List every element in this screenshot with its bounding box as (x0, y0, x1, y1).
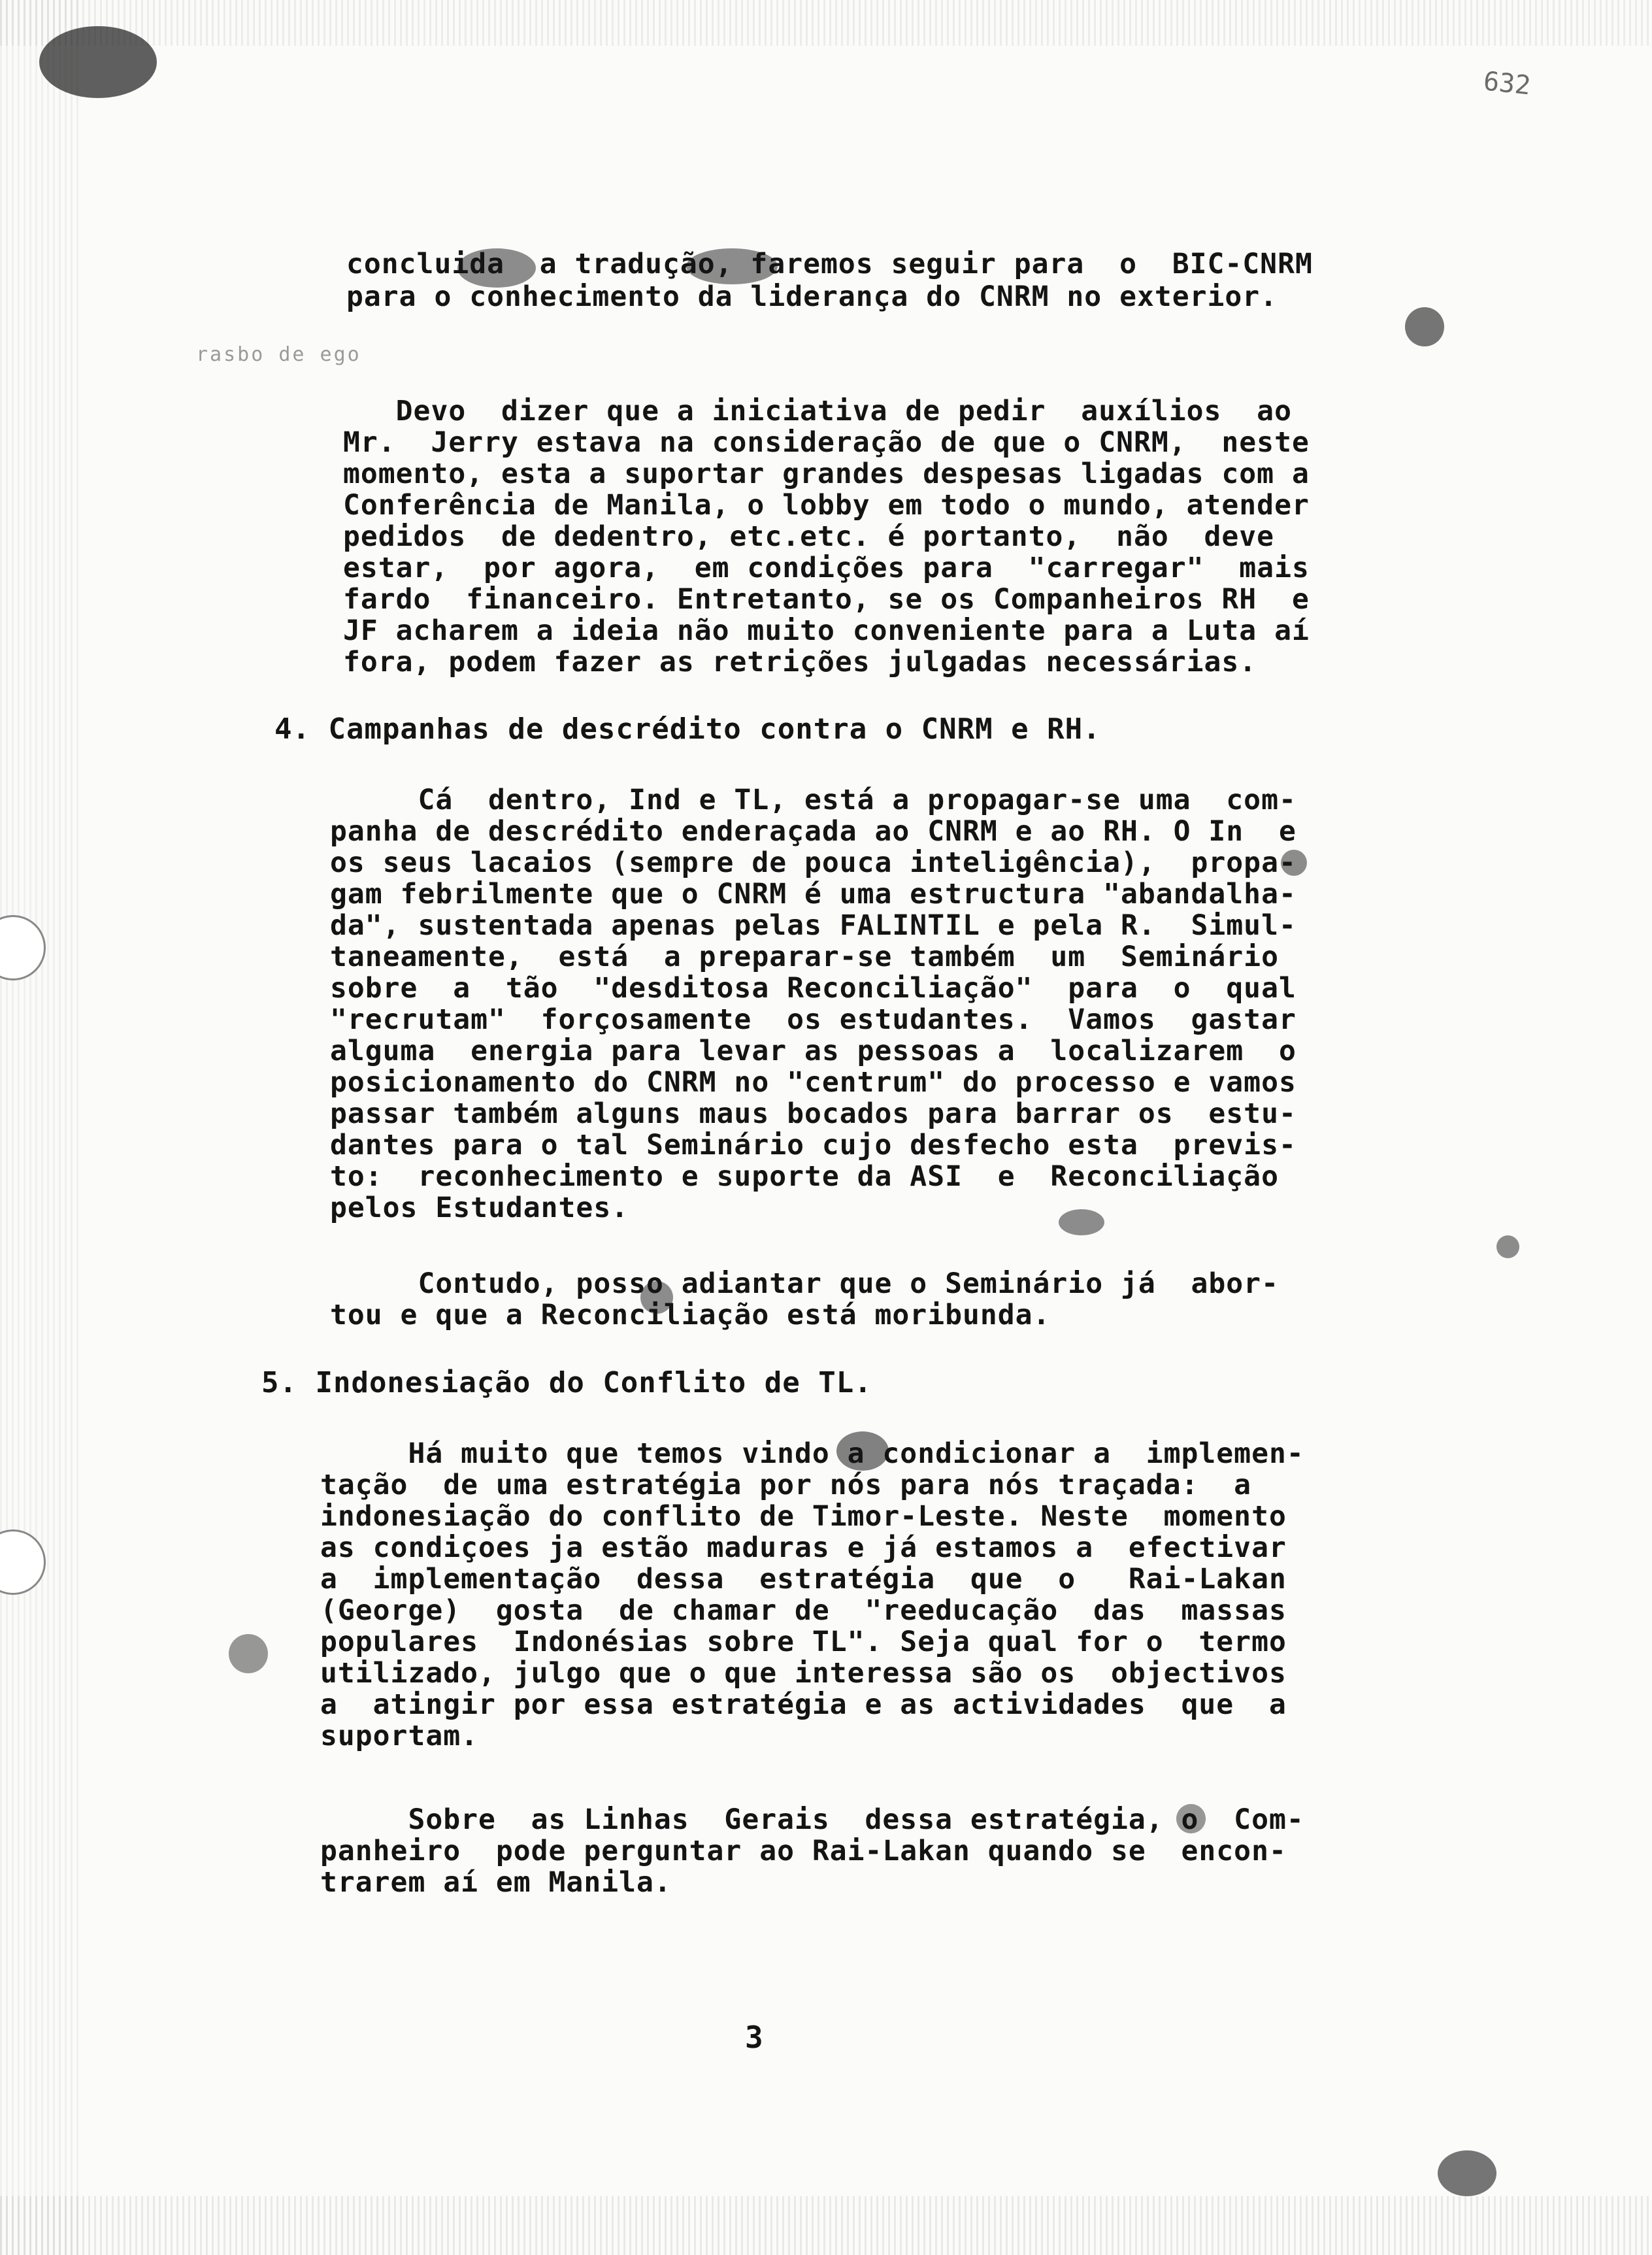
section-4-line: dantes para o tal Seminário cujo desfecho esta previs- (330, 1129, 1297, 1161)
section-5-heading: 5. Indonesiação do Conflito de TL. (261, 1366, 872, 1399)
para2-line: fora, podem fazer as retrições julgadas necessárias. (343, 646, 1257, 678)
section-4-line: "recrutam" forçosamente os estudantes. Vamos gastar (330, 1003, 1297, 1036)
section-5-closing-line: Sobre as Linhas Gerais dessa estratégia, o Com- (320, 1803, 1304, 1836)
section-5-line: (George) gosta de chamar de "reeducação das massas (320, 1594, 1287, 1627)
para2-line: Mr. Jerry estava na consideração de que o CNRM, neste (343, 426, 1310, 459)
section-5-line: a atingir por essa estratégia e as actividades que a (320, 1688, 1287, 1721)
section-4-line: passar também alguns maus bocados para barrar os estu- (330, 1097, 1297, 1130)
section-4-line: gam febrilmente que o CNRM é uma estructura "abandalha- (330, 878, 1297, 910)
para1-line: para o conhecimento da liderança do CNRM no exterior. (346, 280, 1278, 313)
para2-line: JF acharem a ideia não muito conveniente para a Luta aí (343, 614, 1310, 647)
section-5-line: tação de uma estratégia por nós para nós traçada: a (320, 1469, 1252, 1501)
section-4-line: taneamente, está a preparar-se também um Seminário (330, 941, 1279, 973)
section-5-line: utilizado, julgo que o que interessa são os objectivos (320, 1657, 1287, 1690)
section-5-closing-line: panheiro pode perguntar ao Rai-Lakan quando se encon- (320, 1835, 1287, 1867)
section-4-line: pelos Estudantes. (330, 1192, 629, 1224)
page-mark-handwritten: 632 (1481, 66, 1532, 101)
para2-line: pedidos de dedentro, etc.etc. é portanto, não deve (343, 520, 1275, 553)
para2-line: Conferência de Manila, o lobby em todo o mundo, atender (343, 489, 1310, 522)
para2-line: estar, por agora, em condições para "carregar" mais (343, 552, 1310, 584)
section-4-line: to: reconhecimento e suporte da ASI e Reconciliação (330, 1160, 1279, 1193)
section-5-line: a implementação dessa estratégia que o Rai-Lakan (320, 1563, 1287, 1595)
section-5-line: Há muito que temos vindo a condicionar a implemen- (320, 1437, 1304, 1470)
section-5-closing-line: trarem aí em Manila. (320, 1866, 672, 1899)
section-4-line: panha de descrédito enderaçada ao CNRM e ao RH. O In e (330, 815, 1297, 848)
section-4-line: sobre a tão "desditosa Reconciliação" para o qual (330, 972, 1297, 1005)
para1-line: concluida a tradução, faremos seguir para o BIC-CNRM (346, 248, 1313, 280)
section-5-line: indonesiação do conflito de Timor-Leste. Neste momento (320, 1500, 1287, 1533)
para2-line: Devo dizer que a iniciativa de pedir auxílios ao (343, 395, 1292, 427)
section-4-line: posicionamento do CNRM no "centrum" do processo e vamos (330, 1066, 1297, 1099)
faded-fragment: rasbo de ego (196, 343, 361, 366)
section-4-line: os seus lacaios (sempre de pouca inteligência), propa- (330, 846, 1297, 879)
section-4-closing-line: tou e que a Reconciliação está moribunda. (330, 1299, 1051, 1331)
para2-line: fardo financeiro. Entretanto, se os Companheiros RH e (343, 583, 1310, 616)
para2-line: momento, esta a suportar grandes despesas ligadas com a (343, 458, 1310, 490)
section-4-line: Cá dentro, Ind e TL, está a propagar-se uma com- (330, 784, 1297, 816)
section-4-line: da", sustentada apenas pelas FALINTIL e pela R. Simul- (330, 909, 1297, 942)
section-4-line: alguma energia para levar as pessoas a localizarem o (330, 1035, 1297, 1067)
page-number: 3 (745, 2020, 763, 2055)
section-5-line: populares Indonésias sobre TL". Seja qual for o termo (320, 1626, 1287, 1658)
section-5-line: as condiçoes ja estão maduras e já estamos a efectivar (320, 1531, 1287, 1564)
section-4-closing-line: Contudo, posso adiantar que o Seminário já abor- (330, 1267, 1279, 1300)
section-4-heading: 4. Campanhas de descrédito contra o CNRM e RH. (274, 712, 1101, 746)
section-5-line: suportam. (320, 1720, 478, 1752)
